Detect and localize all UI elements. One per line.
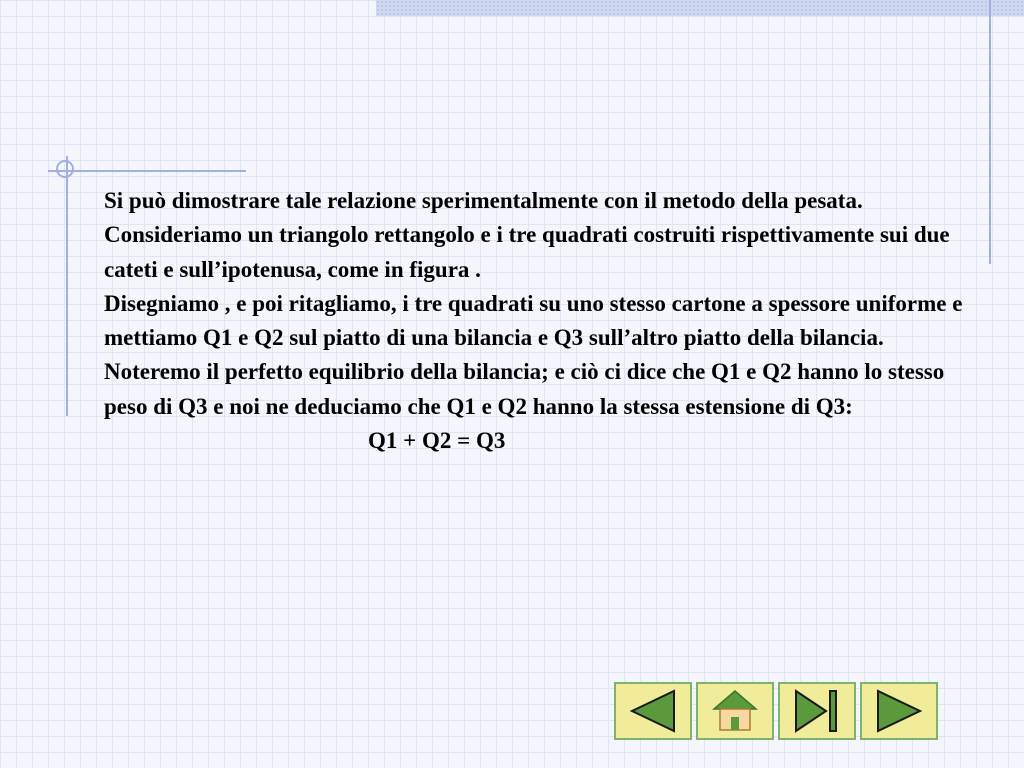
last-slide-icon: [792, 689, 842, 733]
previous-slide-button[interactable]: [614, 682, 692, 740]
formula: Q1 + Q2 = Q3: [368, 428, 506, 454]
next-slide-icon: [874, 689, 924, 733]
previous-slide-icon: [628, 689, 678, 733]
paragraph-conclusion: Noteremo il perfetto equilibrio della bilancia; e ciò ci dice che Q1 e Q2 hanno lo stesso peso di Q3 e noi ne deduciamo che Q1 e Q2 hanno la stessa estensione di Q3:: [104, 359, 945, 419]
home-icon: [710, 689, 760, 733]
decorative-ring: [56, 160, 74, 178]
left-decorative-rule: [66, 156, 68, 416]
last-slide-button[interactable]: [778, 682, 856, 740]
paragraph-triangle: Consideriamo un triangolo rettangolo e i tre quadrati costruiti rispettivamente sui due cateti e sull’ipotenusa, come in figura .: [104, 222, 950, 282]
right-decorative-rule: [989, 0, 991, 264]
paragraph-intro: Si può dimostrare tale relazione sperimentalmente con il metodo della pesata.: [104, 188, 863, 213]
slide-navigation: [614, 682, 938, 740]
next-slide-button[interactable]: [860, 682, 938, 740]
top-decorative-band: [376, 0, 1024, 16]
slide-body-text: [104, 184, 974, 458]
horizontal-decorative-rule: [48, 170, 246, 172]
home-button[interactable]: [696, 682, 774, 740]
paragraph-cutout: Disegniamo , e poi ritagliamo, i tre quadrati su uno stesso cartone a spessore uniforme e mettiamo Q1 e Q2 sul piatto di una bilancia e Q3 sull’altro piatto della bilancia.: [104, 290, 963, 351]
